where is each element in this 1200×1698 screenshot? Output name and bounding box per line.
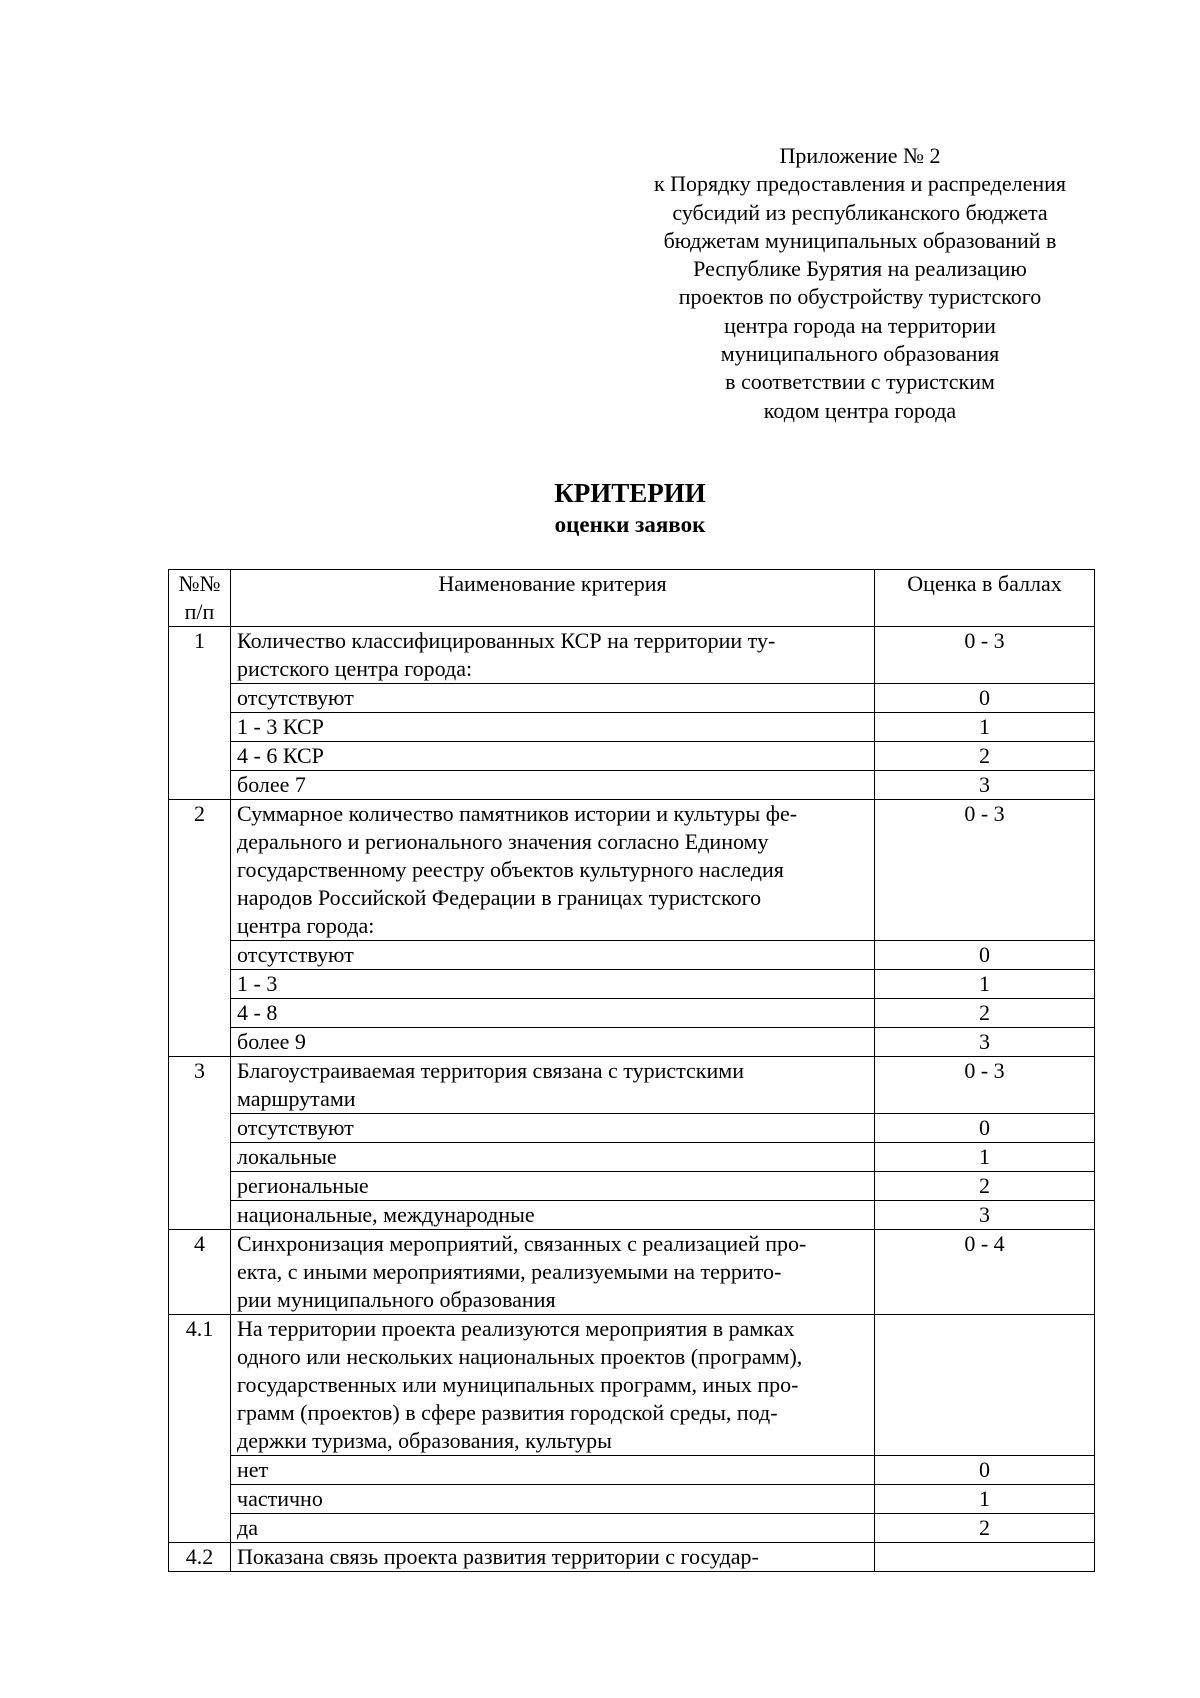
table-row [169, 1114, 1095, 1143]
option-label: 1 - 3 [231, 970, 875, 999]
criterion-name [231, 1543, 875, 1572]
option-score: 2 [875, 742, 1095, 771]
annex-line: центра города на территории [724, 312, 996, 338]
criterion-num-empty [169, 1514, 231, 1543]
annex-line: Республике Бурятия на реализацию [693, 256, 1027, 282]
criterion-num-empty [169, 1172, 231, 1201]
table-row [169, 627, 1095, 684]
annex-line: бюджетам муниципальных образований в [663, 227, 1057, 253]
option-score: 2 [875, 1514, 1095, 1543]
criterion-score: 0 - 3 [875, 627, 1095, 684]
criterion-name-line: дерального и регионального значения согласно Единому [237, 829, 769, 854]
criterion-name-line: рии муниципального образования [237, 1287, 556, 1312]
table-row [169, 1315, 1095, 1456]
criterion-name-line: грамм (проектов) в сфере развития городской среды, под- [237, 1400, 778, 1425]
table-row [169, 1143, 1095, 1172]
criterion-name [231, 1230, 875, 1315]
header-num-line: п/п [184, 599, 215, 624]
table-row [169, 970, 1095, 999]
criterion-name-line: Количество классифицированных КСР на территории ту- [237, 628, 776, 653]
table-row [169, 1230, 1095, 1315]
title-sub: оценки заявок [554, 512, 706, 537]
table-row [169, 742, 1095, 771]
criterion-score: 0 - 3 [875, 1057, 1095, 1114]
option-label: более 7 [231, 771, 875, 800]
criterion-score [875, 1315, 1095, 1456]
criterion-name-line: Суммарное количество памятников истории и культуры фе- [237, 801, 798, 826]
option-score: 1 [875, 970, 1095, 999]
criterion-name-line: одного или нескольких национальных проектов (программ), [237, 1344, 803, 1369]
option-score: 3 [875, 1028, 1095, 1057]
table-row [169, 800, 1095, 941]
option-label: частично [231, 1485, 875, 1514]
option-score: 1 [875, 713, 1095, 742]
title-main: КРИТЕРИИ [554, 478, 706, 508]
criterion-name-line: ристского центра города: [237, 656, 473, 681]
table-row [169, 1485, 1095, 1514]
option-label: 4 - 6 КСР [231, 742, 875, 771]
header-name: Наименование критерия [231, 570, 875, 627]
criterion-name-line: народов Российской Федерации в границах туристского [237, 885, 762, 910]
criterion-name-line: Синхронизация мероприятий, связанных с реализацией про- [237, 1231, 807, 1256]
option-score: 0 [875, 1114, 1095, 1143]
criterion-name-line: Показана связь проекта развития территории с государ- [237, 1544, 759, 1569]
option-score: 1 [875, 1485, 1095, 1514]
option-label: нет [231, 1456, 875, 1485]
option-score: 1 [875, 1143, 1095, 1172]
header-num [169, 570, 231, 627]
criterion-num-empty [169, 1114, 231, 1143]
table-row [169, 1456, 1095, 1485]
table-row [169, 1201, 1095, 1230]
criterion-name [231, 800, 875, 941]
table-row [169, 1514, 1095, 1543]
option-score: 3 [875, 771, 1095, 800]
criterion-num-empty [169, 713, 231, 742]
criterion-score: 0 - 3 [875, 800, 1095, 941]
table-row [169, 1543, 1095, 1572]
criterion-num-empty [169, 1485, 231, 1514]
header-score: Оценка в баллах [875, 570, 1095, 627]
criterion-name-line: государственных или муниципальных программ, иных про- [237, 1372, 799, 1397]
criterion-name [231, 1315, 875, 1456]
table-row [169, 941, 1095, 970]
option-score: 2 [875, 1172, 1095, 1201]
option-score: 3 [875, 1201, 1095, 1230]
table-header-row [169, 570, 1095, 627]
option-label: отсутствуют [231, 941, 875, 970]
criterion-num-empty [169, 999, 231, 1028]
criterion-name-line: екта, с иными мероприятиями, реализуемыми на террито- [237, 1259, 782, 1284]
option-label: более 9 [231, 1028, 875, 1057]
criterion-name-line: Благоустраиваемая территория связана с туристскими [237, 1058, 744, 1083]
annex-line: муниципального образования [720, 341, 1000, 367]
annex-header [610, 142, 1110, 425]
criterion-name [231, 627, 875, 684]
annex-line: кодом центра города [763, 397, 957, 423]
criterion-num-empty [169, 1028, 231, 1057]
option-label: 1 - 3 КСР [231, 713, 875, 742]
criterion-num-empty [169, 771, 231, 800]
document-title [330, 476, 930, 540]
annex-line: субсидий из республиканского бюджета [672, 199, 1048, 225]
criterion-num-empty [169, 1456, 231, 1485]
criterion-num: 4.1 [169, 1315, 231, 1456]
criterion-num-empty [169, 1143, 231, 1172]
criterion-num-empty [169, 684, 231, 713]
annex-line: к Порядку предоставления и распределения [653, 171, 1067, 197]
criterion-num: 3 [169, 1057, 231, 1114]
criterion-name-line: На территории проекта реализуются мероприятия в рамках [237, 1316, 795, 1341]
table-row [169, 1057, 1095, 1114]
option-score: 0 [875, 941, 1095, 970]
option-score: 0 [875, 1456, 1095, 1485]
criterion-name [231, 1057, 875, 1114]
criterion-score [875, 1543, 1095, 1572]
table-row [169, 771, 1095, 800]
criterion-num-empty [169, 742, 231, 771]
criterion-name-line: маршрутами [237, 1086, 356, 1111]
table-row [169, 1028, 1095, 1057]
criterion-num: 1 [169, 627, 231, 684]
table-row [169, 684, 1095, 713]
option-label: отсутствуют [231, 1114, 875, 1143]
annex-line: в соответствии с туристским [725, 369, 995, 395]
option-label: локальные [231, 1143, 875, 1172]
criterion-num: 2 [169, 800, 231, 941]
criterion-num-empty [169, 1201, 231, 1230]
option-score: 0 [875, 684, 1095, 713]
option-label: национальные, международные [231, 1201, 875, 1230]
option-score: 2 [875, 999, 1095, 1028]
criterion-name-line: центра города: [237, 913, 375, 938]
table-row [169, 713, 1095, 742]
criterion-name-line: государственному реестру объектов культурного наследия [237, 857, 784, 882]
criterion-num: 4.2 [169, 1543, 231, 1572]
criterion-num-empty [169, 970, 231, 999]
criteria-table [168, 569, 1095, 1572]
criterion-num-empty [169, 941, 231, 970]
option-label: отсутствуют [231, 684, 875, 713]
table-row [169, 999, 1095, 1028]
option-label: 4 - 8 [231, 999, 875, 1028]
header-num-line: №№ [178, 571, 221, 596]
criterion-score: 0 - 4 [875, 1230, 1095, 1315]
option-label: региональные [231, 1172, 875, 1201]
annex-line: Приложение № 2 [779, 143, 941, 168]
option-label: да [231, 1514, 875, 1543]
table-row [169, 1172, 1095, 1201]
annex-line: проектов по обустройству туристского [678, 284, 1042, 310]
criterion-name-line: держки туризма, образования, культуры [237, 1428, 612, 1453]
criterion-num: 4 [169, 1230, 231, 1315]
